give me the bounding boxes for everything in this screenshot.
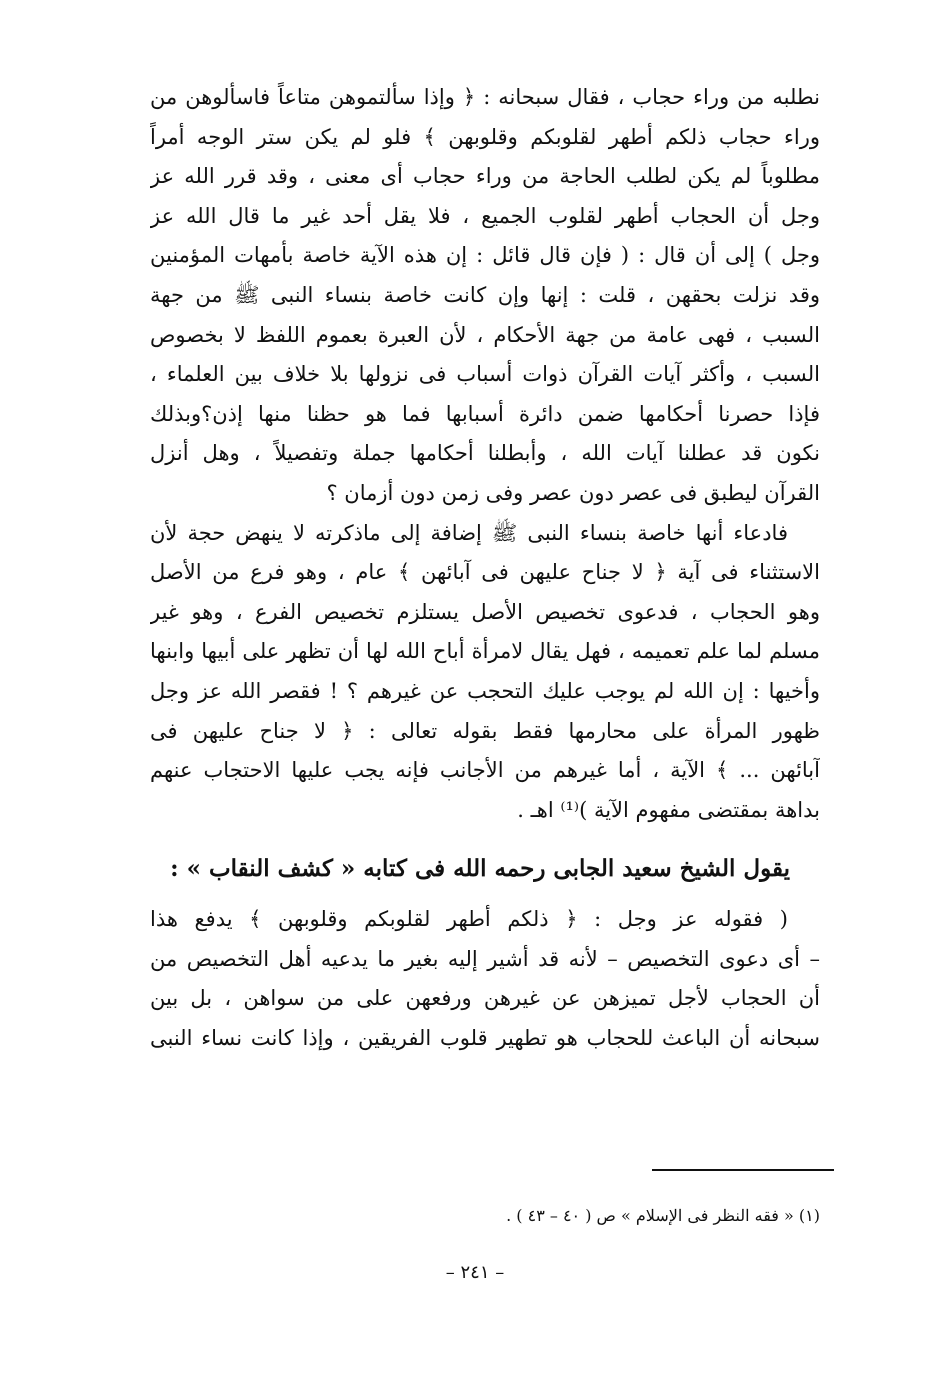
footnote-divider (652, 1169, 834, 1171)
text-line: ظهور المرأة على محارمها فقط بقوله تعالى : ﴿ لا جناح عليهن فى (150, 718, 820, 743)
text-line: السبب ، فهى عامة من جهة الأحكام ، لأن العبرة بعموم اللفظ لا بخصوص (150, 322, 820, 347)
text-line: نكون قد عطلنا آيات الله ، وأبطلنا أحكامها جملة وتفصيلاً ، وهل أنزل (150, 441, 820, 466)
text-line: فادعاء أنها خاصة بنساء النبى ﷺ إضافة إلى ماذكرته لا ينهض حجة لأن (150, 520, 788, 545)
text-line: بداهة بمقتضى مفهوم الآية )⁽¹⁾ اهـ . (517, 797, 820, 822)
text-line: الاستثناء فى آية ﴿ لا جناح عليهن فى آبائهن ﴾ عام ، وهو فرع من الأصل (150, 560, 820, 585)
text-line: فإذا حصرنا أحكامها ضمن دائرة أسبابها فما هو حظنا منها إذن؟وبذلك (150, 401, 820, 426)
text-line: السبب ، وأكثر آيات القرآن ذوات أسباب فى نزولها بلا خلاف بين العلماء ، (150, 362, 820, 387)
page-number: – ٢٤١ – (445, 1262, 505, 1283)
text-line: وهو الحجاب ، فدعوى تخصيص الأصل يستلزم تخصيص الفرع ، وهو غير (150, 599, 820, 624)
text-line: وراء حجاب ذلكم أطهر لقلوبكم وقلوبهن ﴾ فلو لم يكن ستر الوجه أمراً (150, 124, 820, 149)
text-line: أن الحجاب لأجل تميزهن عن غيرهن ورفعهن على من سواهن ، بل بين (150, 986, 820, 1011)
text-line: ( فقوله عز وجل : ﴿ ذلكم أطهر لقلوبكم وقلوبهن ﴾ يدفع هذا (150, 907, 788, 932)
section-heading: يقول الشيخ سعيد الجابى رحمه الله فى كتابه « كشف النقاب » : (170, 855, 790, 883)
text-line: وجل أن الحجاب أطهر لقلوب الجميع ، فلا يقل أحد غير ما قال الله عز (150, 203, 820, 228)
text-line: سبحانه أن الباعث للحجاب هو تطهير قلوب الفريقين ، وإذا كانت نساء النبى (150, 1026, 820, 1051)
text-line: – أى دعوى التخصيص – لأنه قد أشير إليه بغير ما يدعيه أهل التخصيص من (150, 946, 820, 971)
text-line: آبائهن ... ﴾ الآية ، أما غيرهم من الأجانب فإنه يجب عليها الاحتجاب عنهم (150, 758, 820, 783)
text-line: مطلوباً لم يكن لطلب الحاجة من وراء حجاب أى معنى ، وقد قرر الله عز (150, 164, 820, 189)
page-body (150, 78, 820, 1059)
paragraph-3 (150, 900, 820, 1058)
footnote: (١) « فقه النظر فى الإسلام » ص ( ٤٠ – ٤٣ ) . (506, 1206, 820, 1225)
text-line: مسلم لما علم تعميمه ، فهل يقال لامرأة أباح الله لها أن تظهر على أبيها وابنها (150, 639, 820, 664)
text-line: وقد نزلت بحقهن ، قلت : إنها وإن كانت خاصة بنساء النبى ﷺ من جهة (150, 282, 820, 307)
text-line: وجل ) إلى أن قال : ( فإن قال قائل : إن هذه الآية خاصة بأمهات المؤمنين (150, 243, 820, 268)
text-line: وأخيها : إن الله لم يوجب عليك التحجب عن غيرهم ؟ ! فقصر الله عز وجل (150, 678, 820, 703)
text-line: نطلبه من وراء حجاب ، فقال سبحانه : ﴿ وإذا سألتموهن متاعاً فاسألوهن من (150, 85, 820, 109)
text-line: القرآن ليطبق فى عصر دون عصر وفى زمن دون أزمان ؟ (326, 480, 820, 505)
paragraph-2 (150, 514, 820, 831)
paragraph-1 (150, 78, 820, 514)
